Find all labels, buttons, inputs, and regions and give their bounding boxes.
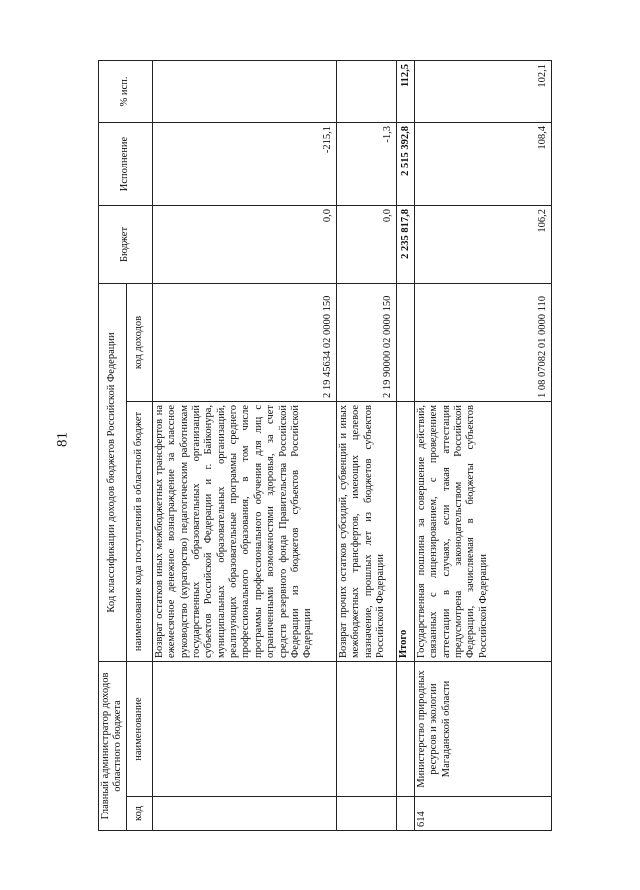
- cell-admin: Министерство природных ресурсов и экологии Магаданской области: [414, 662, 551, 797]
- cell-budget: 106,2: [414, 205, 551, 283]
- cell-revenue-code: 2 19 90000 02 0000 150: [336, 283, 396, 401]
- cell-budget: 2 235 817,8: [396, 205, 414, 283]
- cell-description: Государственная пошлина за совершение действий, связанных с лицензированием, с проведением аттестации в случаях, если такая аттестация предусмотрена законодательством Российской Федерации, зачисляемая в бюджеты субъектов Российской Федерации: [414, 402, 551, 662]
- cell-percent: 112,5: [396, 60, 414, 122]
- page-number: 81: [54, 432, 71, 447]
- cell-execution: -1,3: [336, 122, 396, 205]
- cell-description: Возврат прочих остатков субсидий, субвенций и иных межбюджетных трансфертов, имеющих целевое назначение, прошлых лет из бюджетов субъектов Российской Федерации: [336, 402, 396, 662]
- cell-admin: [152, 662, 336, 797]
- cell-description: Возврат остатков иных межбюджетных трансфертов на ежемесячное денежное вознаграждение за классное руководство (кураторство) педагогическим работникам государственных образовательных организаций субъектов Российской Федерации и г. Байконура, муниципальных образовательных организаций, реализующих образовательные программы среднего профессионального образования, в том числе программы профессионального обучения для лиц с ограниченными возможностями здоровья, за счет средств резервного фонда Правительства Российской Федерации из бюджетов субъектов Российской Федерации: [152, 402, 336, 662]
- header-revenue-code: код доходов: [126, 283, 152, 401]
- header-budget: Бюджет: [99, 205, 153, 283]
- header-execution: Исполнение: [99, 122, 153, 205]
- cell-admin: [396, 662, 414, 797]
- header-admin-group: Главный администратор доходов областного бюджета: [99, 662, 127, 831]
- header-code-name: наименование кода поступлений в областной бюджет: [126, 402, 152, 662]
- cell-kod: [396, 797, 414, 831]
- cell-description: Итого: [396, 402, 414, 662]
- table-row: [414, 60, 551, 830]
- cell-execution: -215,1: [152, 122, 336, 205]
- header-percent: % исп.: [99, 60, 153, 122]
- cell-kod: [152, 797, 336, 831]
- cell-kod: 614: [414, 797, 551, 831]
- cell-budget: 0,0: [152, 205, 336, 283]
- header-kod: код: [126, 797, 152, 831]
- cell-percent: [152, 60, 336, 122]
- table-row-total: [396, 60, 414, 830]
- cell-revenue-code: 1 08 07082 01 0000 110: [414, 283, 551, 401]
- rotated-page-content: [98, 61, 549, 831]
- cell-percent: [336, 60, 396, 122]
- cell-budget: 0,0: [336, 205, 396, 283]
- table-row: [152, 60, 336, 830]
- cell-kod: [336, 797, 396, 831]
- cell-execution: 2 515 392,8: [396, 122, 414, 205]
- cell-execution: 108,4: [414, 122, 551, 205]
- revenue-table: [98, 60, 552, 831]
- table-row: [336, 60, 396, 830]
- cell-revenue-code: [396, 283, 414, 401]
- header-classification-group: Код классификации доходов бюджетов Российской Федерации: [99, 283, 127, 661]
- cell-revenue-code: 2 19 45634 02 0000 150: [152, 283, 336, 401]
- cell-admin: [336, 662, 396, 797]
- cell-percent: 102,1: [414, 60, 551, 122]
- header-naimenovanie: наименование: [126, 662, 152, 797]
